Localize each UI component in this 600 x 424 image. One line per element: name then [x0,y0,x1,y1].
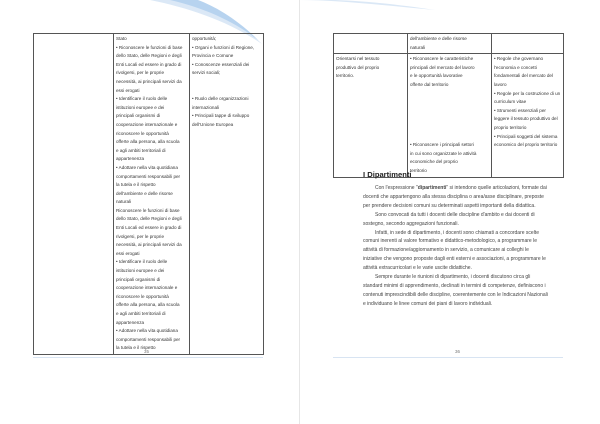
cell-text-line: Provincia e Comune [192,53,234,59]
paragraph-line: docenti che appartengono alla stessa disciplina o area/asse disciplinare, preposte [363,193,544,200]
cell-text-line [410,107,489,116]
cell-text-line: riconoscere le opportunità [116,130,169,136]
cell-text-line [410,90,489,99]
cell-text-line: territorio [410,167,427,173]
table-cell-knowledge [190,34,264,355]
cell-text-line: Orientarsi nel tessuto [336,56,380,62]
cell-text-line: offerte alla persona, alla scuola [116,302,180,308]
paragraph-line: Infatti, in sede di dipartimento, i docenti sono chiamati a concordare scelte [375,229,539,236]
page-number: 36 [455,349,461,354]
cell-text-line: opportunità; [192,36,217,41]
cell-text-line: Enti Locali ed essere in grado di [116,61,182,67]
table-cell-empty [334,34,408,54]
cell-text-line: offerte dal territorio [410,81,449,87]
cell-text-line [410,133,489,142]
cell-text-line: lavoro [494,81,507,87]
paragraph-line: e individuano le linee comuni dei piani di lavoro individuali. [363,300,493,307]
cell-text-line: essi erogati [116,250,140,256]
cell-text-line [410,124,489,133]
paragraph-line: Sono convocati da tutti i docenti delle discipline d'ambito e dai docenti di [375,211,535,218]
cell-text-line: internazionali [192,104,220,110]
page-number: 35 [144,349,150,354]
cell-text-line: appartenenza [116,156,145,162]
cell-text-line: • Conoscenze essenziali dei [192,61,250,67]
cell-text-line: necessità, ai principali servizi da [116,242,182,248]
cell-text-line: • Regole per la costruzione di un [494,90,561,96]
table-cell-abilities [114,34,190,355]
cell-text-line: • Strumenti essenziali per [494,107,546,113]
cell-text-line: rivolgersi, per le proprie [116,70,164,76]
paragraph-line: standard minimi di apprendimento, declinati in termini di competenze, definiscono i [363,282,546,289]
table-cell-competence [334,54,408,177]
cell-text-line: principali del mercato del lavoro [410,64,475,70]
cell-text-line: fondamentali del mercato del [494,73,553,79]
cell-text-line: proprio territorio [494,124,527,130]
cell-text-line: dell'Unione Europea [192,121,234,127]
cell-text-line: principali organismi di [116,113,161,119]
cell-text-line: • Identificare il ruolo delle [116,96,168,102]
cell-text-line [410,115,489,124]
cell-text-line: necessità, ai principali servizi da [116,78,182,84]
cell-text-line: e le opportunità lavorative [410,73,463,79]
competences-table-right [333,33,564,178]
cell-text-line: riconoscere le opportunità [116,293,169,299]
paragraph-line: iniziative che vengono proposte dagli enti esterni e associazioni, a programmare le [363,256,546,263]
footer-rule [33,357,263,358]
swoosh-band [300,0,435,10]
table-cell-empty [34,34,114,355]
cell-text-line: territorio. [336,73,355,79]
section-title: I Dipartimenti [363,170,412,179]
cell-text-line: • Adottare nella vita quotidiana [116,164,178,170]
cell-text-line: • Organi e funzioni di Regione, [192,44,255,50]
cell-text-line: • Identificare il ruolo delle [116,259,168,265]
cell-text-line: essi erogati [116,87,140,93]
cell-text-line: in cui sono organizzate le attività [410,150,477,156]
paragraph-line: Sempre durante le riunioni di dipartimento, i docenti discutono circa gli [375,274,531,281]
cell-text-line: dello Stato, delle Regioni e degli [116,216,182,222]
table-cell-abilities [408,54,492,177]
cell-text-line: • Riconoscere i principali settori [410,142,474,148]
cell-text-line [192,78,261,87]
cell-text-line: istituzioni europee e dei [116,268,165,274]
cell-text-line: la tutela e il rispetto [116,182,156,188]
paragraph-line: attività extracurricolari e le varie uscite didattiche. [363,265,472,272]
cell-text-line: economiche del proprio [410,159,458,165]
paragraph-line: sostegno, secondo aggregazioni funzionali. [363,220,459,227]
cell-text-line: principali organismi di [116,276,161,282]
cell-text-line [410,98,489,107]
table-cell-empty [492,34,564,54]
cell-text-line: leggere il tessuto produttivo del [494,116,558,122]
cell-text-line: dello Stato, delle Regioni e degli [116,53,182,59]
cell-text-line: istituzioni europee e dei [116,104,165,110]
paragraph-line: attività di formazione/aggiornamento in servizio, a comunicare ai colleghi le [363,247,529,254]
cell-text-line [192,87,261,96]
table-cell-abilities-top [408,34,492,54]
cell-text-line: • Principali soggetti del sistema [494,133,558,139]
cell-text-line: Riconoscere le funzioni di base [116,207,180,213]
cell-text-line: dell'ambiente e delle risorse [410,36,467,41]
paragraph-line: per prendere decisioni comuni su determinati aspetti importanti della didattica. [363,202,536,209]
paragraph-line: comuni inerenti al valore formativo e didattico-metodologico, a programmare le [363,238,537,245]
cell-text-line: e agli ambiti territoriali di [116,147,166,153]
cell-text-line: comportamenti responsabili per [116,336,181,342]
cell-text-line: produttivo del proprio [336,64,380,70]
table-cell-knowledge [492,54,564,177]
body-paragraphs [363,184,548,309]
cell-text-line: Enti Locali ed essere in grado di [116,225,182,231]
paragraph-line: contenuti imprescindibili delle discipline, coerentemente con le Indicazioni Nazionali [363,291,548,298]
cell-text-line: l'economia e concetti [494,64,537,70]
cell-text-line: dell'ambiente e delle risorse [116,190,173,196]
cell-text-line: • Principali tappe di sviluppo [192,113,250,119]
cell-text-line: cooperazione internazionale e [116,121,178,127]
cell-text-line: appartenenza [116,319,145,325]
cell-text-line: servizi sociali; [192,70,221,76]
cell-text-line: economico del proprio territorio [494,142,558,148]
cell-text-line: • Regole che governano [494,56,544,62]
cell-text-line: curriculum vitae [494,99,527,105]
cell-text-line: • Ruolo delle organizzazioni [192,96,249,102]
paragraph-line: Con l'espressione "dipartimenti" si intendono quelle articolazioni, formate dai [375,185,547,191]
competences-table-left [33,33,264,355]
cell-text-line: naturali [410,44,426,50]
cell-text-line: naturali [116,199,132,205]
cell-text-line: e agli ambiti territoriali di [116,311,166,316]
right-page [300,0,600,424]
cell-text-line: cooperazione internazionale e [116,285,178,291]
cell-text-line: comportamenti responsabili per [116,173,181,179]
cell-text-line: • Adottare nella vita quotidiana [116,328,178,334]
cell-text-line: • Riconoscere le funzioni di base [116,44,183,50]
cell-text-line: Stato [116,36,127,41]
footer-rule [333,357,563,358]
cell-text-line: offerte alla persona, alla scuola [116,139,180,145]
cell-text-line: • Riconoscere le caratteristiche [410,56,474,62]
cell-text-line: rivolgersi, per le proprie [116,233,164,239]
cell-text-line: la tutela e il rispetto [116,345,156,351]
